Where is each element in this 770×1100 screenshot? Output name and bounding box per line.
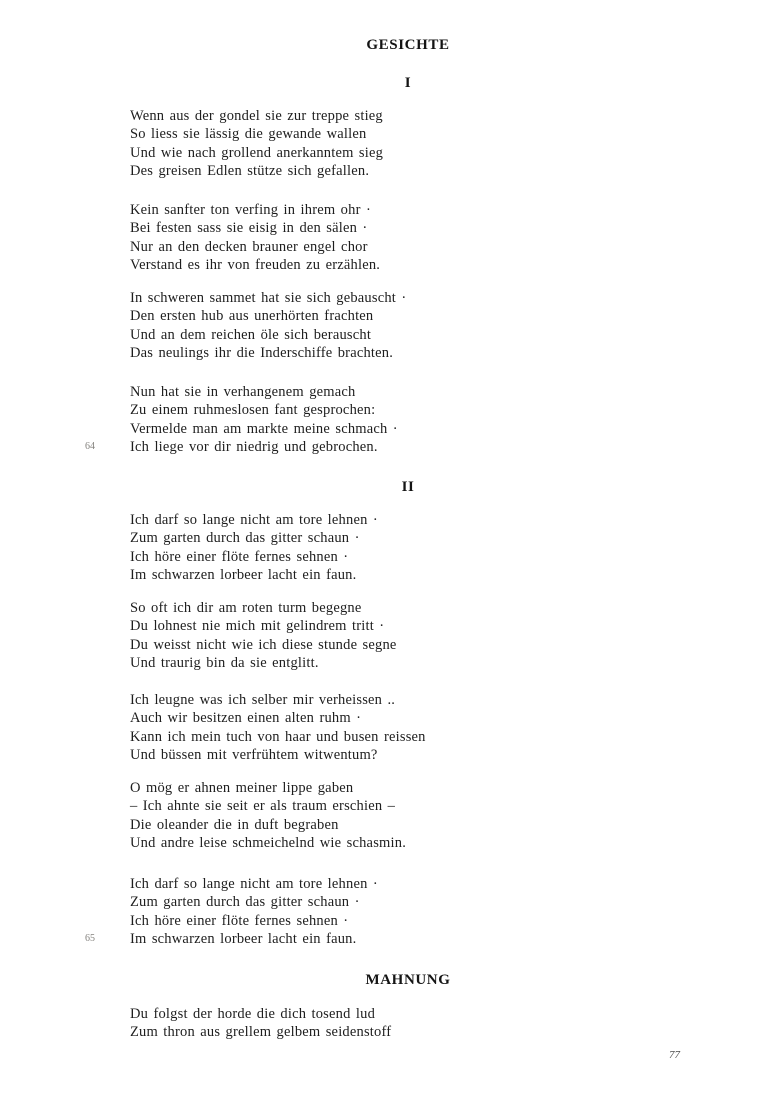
page-number: 77 (669, 1049, 680, 1061)
poem-line: Ich darf so lange nicht am tore lehnen · (130, 512, 378, 528)
page-title: GESICHTE (366, 37, 450, 53)
poem-line: Vermelde man am markte meine schmach · (130, 420, 398, 437)
poem-line: Nun hat sie in verhangenem gemach (130, 384, 356, 400)
poem-2-stanza-5 (130, 875, 686, 948)
margin-line-number-65: 65 (85, 933, 95, 944)
poem-line: Ich leugne was ich selber mir verheissen .. (130, 692, 396, 708)
poem-3-stanza-1 (130, 1005, 686, 1042)
poem-line: So liess sie lässig die gewande wallen (130, 126, 367, 143)
poem-line: Auch wir besitzen einen alten ruhm · (130, 710, 362, 727)
poem-line: Du lohnest nie mich mit gelindrem tritt · (130, 618, 385, 635)
poem-line: Du folgst der horde die dich tosend lud (130, 1006, 376, 1022)
margin-line-number-64: 64 (85, 441, 95, 452)
poem-1-stanza-1 (130, 107, 686, 180)
poem-line: Und büssen mit verfrühtem witwentum? (130, 746, 378, 763)
poem-line: Und wie nach grollend anerkanntem sieg (130, 144, 384, 161)
poem-line: Im schwarzen lorbeer lacht ein faun. (130, 930, 357, 947)
poem-1-stanza-3 (130, 289, 686, 362)
poem-line: Zu einem ruhmeslosen fant gesprochen: (130, 402, 376, 419)
poem-line: So oft ich dir am roten turm begegne (130, 600, 362, 616)
poem-2-stanza-1 (130, 511, 686, 584)
poem-line: Kein sanfter ton verfing in ihrem ohr · (130, 202, 371, 218)
poem-line: Im schwarzen lorbeer lacht ein faun. (130, 566, 357, 583)
poem-2-heading: II (401, 479, 415, 495)
poem-line: In schweren sammet hat sie sich gebauscht · (130, 290, 407, 306)
poem-line: Und andre leise schmeichelnd wie schasmin. (130, 834, 407, 851)
poem-line: Zum thron aus grellem gelbem seidenstoff (130, 1024, 392, 1041)
poem-line: Ich höre einer flöte fernes sehnen · (130, 912, 349, 929)
poem-line: Wenn aus der gondel sie zur treppe stieg (130, 108, 383, 124)
poem-line: Und traurig bin da sie entglitt. (130, 654, 319, 671)
poem-line: Ich liege vor dir niedrig und gebrochen. (130, 438, 378, 455)
poem-3-heading: MAHNUNG (365, 972, 451, 988)
poem-1-heading: I (404, 75, 412, 91)
poem-line: Ich höre einer flöte fernes sehnen · (130, 548, 349, 565)
poem-line: Und an dem reichen öle sich berauscht (130, 326, 372, 343)
poem-line: Nur an den decken brauner engel chor (130, 238, 368, 255)
poem-2-stanza-2 (130, 599, 686, 672)
poem-2-stanza-4 (130, 779, 686, 852)
poem-line: Du weisst nicht wie ich diese stunde segne (130, 636, 397, 653)
poem-line: Kann ich mein tuch von haar und busen reissen (130, 728, 426, 745)
poem-1-stanza-4 (130, 383, 686, 456)
poem-1-stanza-2 (130, 201, 686, 274)
poem-line: Ich darf so lange nicht am tore lehnen · (130, 876, 378, 892)
poem-line: Die oleander die in duft begraben (130, 816, 339, 833)
poem-line: Zum garten durch das gitter schaun · (130, 530, 360, 547)
poem-line: Des greisen Edlen stütze sich gefallen. (130, 162, 370, 179)
poem-line: Das neulings ihr die Inderschiffe brachten. (130, 344, 394, 361)
poem-line: Den ersten hub aus unerhörten frachten (130, 308, 374, 325)
poem-line: Verstand es ihr von freuden zu erzählen. (130, 256, 381, 273)
poem-2-stanza-3 (130, 691, 686, 764)
poem-line: – Ich ahnte sie seit er als traum erschien – (130, 798, 396, 815)
poem-line: Zum garten durch das gitter schaun · (130, 894, 360, 911)
poem-line: Bei festen sass sie eisig in den sälen · (130, 220, 368, 237)
poem-line: O mög er ahnen meiner lippe gaben (130, 780, 354, 796)
